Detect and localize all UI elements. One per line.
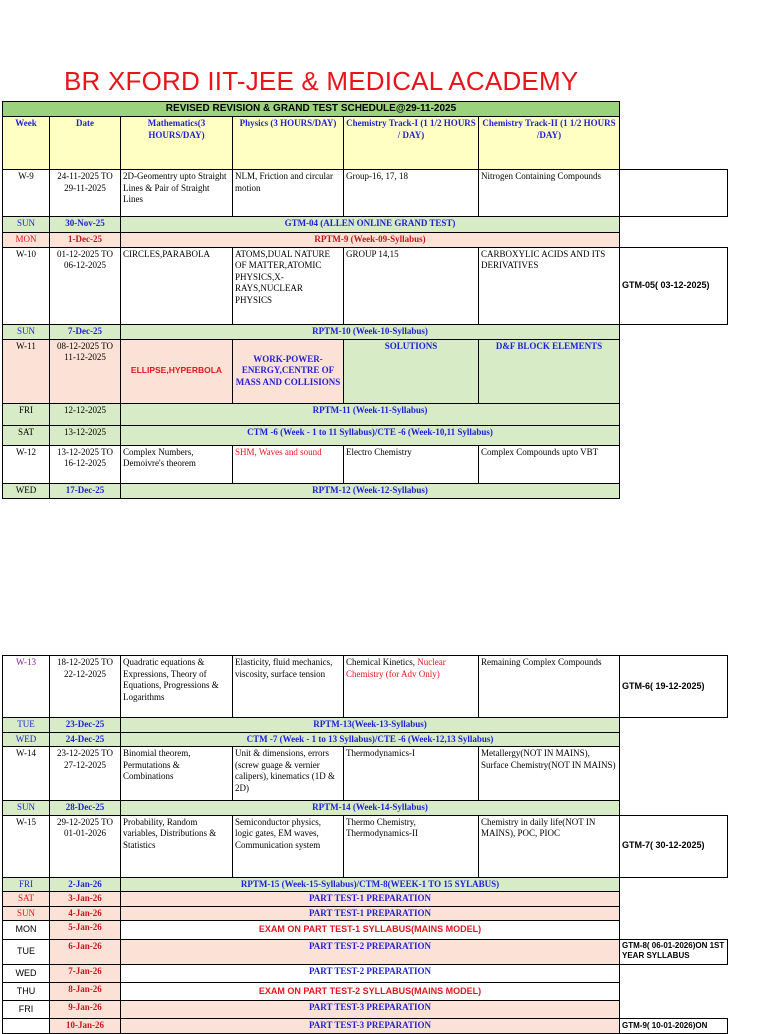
event-label: CTM -7 (Week - 1 to 13 Syllabus)/CTE -6 (Week-12,13 Syllabus) [121,732,620,747]
event-label: PART TEST-2 PREPARATION [121,940,620,965]
chem1-topic: SOLUTIONS [344,339,479,403]
event-label: RPTM-14 (Week-14-Syllabus) [121,801,620,816]
table-row [3,892,728,907]
event-date: 8-Jan-26 [50,983,121,1001]
event-label: PART TEST-1 PREPARATION [121,906,620,921]
chem1-topic: Group-16, 17, 18 [344,170,479,217]
table-row [3,940,728,965]
physics-topic: WORK-POWER-ENERGY,CENTRE OF MASS AND COLLISIONS [233,339,344,403]
physics-topic: SHM, Waves and sound [233,445,344,483]
col-date: Date [50,117,121,170]
col-chem1: Chemistry Track-I (1 1/2 HOURS / DAY) [344,117,479,170]
event-date: 5-Jan-26 [50,921,121,940]
event-date: 7-Jan-26 [50,965,121,983]
event-date: 1-Dec-25 [50,233,121,248]
event-date: 10-Jan-26 [50,1019,121,1034]
chem2-topic: Chemistry in daily life(NOT IN MAINS), POC, PIOC [479,815,620,877]
table-row [3,445,728,483]
gtm-cell: GTM-8( 06-01-2026)ON 1ST YEAR SYLLABUS [620,940,728,965]
day-label: TUE [3,718,50,733]
event-label: RPTM-9 (Week-09-Syllabus) [121,233,620,248]
event-label: PART TEST-3 PREPARATION [121,1001,620,1019]
day-label: SAT [3,425,50,445]
chem1-topic [344,656,479,718]
week-label: W-9 [3,170,50,217]
table-row [3,233,728,248]
gtm-cell: GTM-05( 03-12-2025) [620,247,728,324]
date-range: 29-12-2025 TO 01-01-2026 [50,815,121,877]
chem2-topic: Nitrogen Containing Compounds [479,170,620,217]
week-label: W-15 [3,815,50,877]
event-date: 4-Jan-26 [50,906,121,921]
event-date: 12-12-2025 [50,403,121,425]
math-topic: Complex Numbers, Demoivre's theorem [121,445,233,483]
col-math: Mathematics(3 HOURS/DAY) [121,117,233,170]
physics-topic: ATOMS,DUAL NATURE OF MATTER,ATOMIC PHYSICS,X-RAYS,NUCLEAR PHYSICS [233,247,344,324]
math-topic: Binomial theorem, Permutations & Combinations [121,747,233,801]
table-row [3,1019,728,1034]
week-label: W-11 [3,339,50,403]
day-label: SUN [3,217,50,233]
event-date: 9-Jan-26 [50,1001,121,1019]
chem2-topic: CARBOXYLIC ACIDS AND ITS DERIVATIVES [479,247,620,324]
week-label: W-13 [3,656,50,718]
table-row [3,1001,728,1019]
event-label: GTM-04 (ALLEN ONLINE GRAND TEST) [121,217,620,233]
chem1-topic: Thermo Chemistry, Thermodynamics-II [344,815,479,877]
math-topic: Quadratic equations & Expressions, Theory of Equations, Progressions & Logarithms [121,656,233,718]
week-label: W-12 [3,445,50,483]
physics-topic: Semiconductor physics, logic gates, EM waves, Communication system [233,815,344,877]
table-row [3,483,728,498]
day-label [3,1019,50,1034]
date-range: 08-12-2025 TO 11-12-2025 [50,339,121,403]
event-date: 13-12-2025 [50,425,121,445]
table-row [3,921,728,940]
table-row [3,403,728,425]
table-row [3,339,728,403]
table-row [3,815,728,877]
physics-topic: Unit & dimensions, errors (screw guage & vernier calipers), kinematics (1D & 2D) [233,747,344,801]
date-range: 13-12-2025 TO 16-12-2025 [50,445,121,483]
math-topic: Probability, Random variables, Distributions & Statistics [121,815,233,877]
event-label: RPTM-13(Week-13-Syllabus) [121,718,620,733]
table-row [3,247,728,324]
day-label: WED [3,732,50,747]
chem1-topic-adv: Nuclear Chemistry (for Adv Only) [346,657,446,679]
day-label: SUN [3,801,50,816]
event-date: 2-Jan-26 [50,877,121,892]
day-label: SAT [3,892,50,907]
day-label: TUE [3,940,50,965]
col-chem2: Chemistry Track-II (1 1/2 HOURS /DAY) [479,117,620,170]
page-title: BR XFORD IIT-JEE & MEDICAL ACADEMY [64,66,579,96]
date-range: 18-12-2025 TO 22-12-2025 [50,656,121,718]
event-label: EXAM ON PART TEST-1 SYLLABUS(MAINS MODEL) [121,921,620,940]
day-label: FRI [3,1001,50,1019]
date-range: 24-11-2025 TO 29-11-2025 [50,170,121,217]
event-date: 30-Nov-25 [50,217,121,233]
event-date: 28-Dec-25 [50,801,121,816]
day-label: THU [3,983,50,1001]
schedule-table-1 [2,101,728,499]
event-date: 3-Jan-26 [50,892,121,907]
table-row [3,965,728,983]
physics-topic: NLM, Friction and circular motion [233,170,344,217]
chem1-topic: Thermodynamics-I [344,747,479,801]
schedule-header: REVISED REVISION & GRAND TEST SCHEDULE@29-11-2025 [3,102,620,117]
date-range: 01-12-2025 TO 06-12-2025 [50,247,121,324]
event-label: PART TEST-2 PREPARATION [121,965,620,983]
event-date: 6-Jan-26 [50,940,121,965]
gtm-cell [620,170,728,217]
event-label: EXAM ON PART TEST-2 SYLLABUS(MAINS MODEL) [121,983,620,1001]
table-row [3,801,728,816]
col-week: Week [3,117,50,170]
chem1-topic: GROUP 14,15 [344,247,479,324]
chem2-topic: Metallergy(NOT IN MAINS), Surface Chemistry(NOT IN MAINS) [479,747,620,801]
schedule-table-2 [2,655,728,1034]
gtm-cell: GTM-9( 10-01-2026)ON [620,1019,728,1034]
table-row [3,732,728,747]
day-label: WED [3,965,50,983]
table-row [3,170,728,217]
table-row [3,983,728,1001]
table-row [3,324,728,339]
event-date: 7-Dec-25 [50,324,121,339]
event-label: PART TEST-1 PREPARATION [121,892,620,907]
chem2-topic: Remaining Complex Compounds [479,656,620,718]
event-label: RPTM-11 (Week-11-Syllabus) [121,403,620,425]
chem1-topic-part: Chemical Kinetics, [346,657,418,667]
table-row [3,877,728,892]
week-label: W-10 [3,247,50,324]
table-row [3,425,728,445]
math-topic: CIRCLES,PARABOLA [121,247,233,324]
event-date: 17-Dec-25 [50,483,121,498]
chem2-topic: Complex Compounds upto VBT [479,445,620,483]
week-label: W-14 [3,747,50,801]
day-label: MON [3,921,50,940]
schedule-header-row [3,102,728,117]
day-label: FRI [3,877,50,892]
event-label: PART TEST-3 PREPARATION [121,1019,620,1034]
chem2-topic: D&F BLOCK ELEMENTS [479,339,620,403]
col-physics: Physics (3 HOURS/DAY) [233,117,344,170]
table-row [3,718,728,733]
event-date: 24-Dec-25 [50,732,121,747]
gtm-cell: GTM-6( 19-12-2025) [620,656,728,718]
day-label: WED [3,483,50,498]
day-label: SUN [3,324,50,339]
table-row [3,747,728,801]
table-row [3,656,728,718]
event-label: RPTM-12 (Week-12-Syllabus) [121,483,620,498]
column-header-row [3,117,728,170]
day-label: FRI [3,403,50,425]
event-label: CTM -6 (Week - 1 to 11 Syllabus)/CTE -6 (Week-10,11 Syllabus) [121,425,620,445]
physics-topic: Elasticity, fluid mechanics, viscosity, surface tension [233,656,344,718]
math-topic: ELLIPSE,HYPERBOLA [121,339,233,403]
day-label: SUN [3,906,50,921]
event-label: RPTM-15 (Week-15-Syllabus)/CTM-8(WEEK-1 TO 15 SYLABUS) [121,877,620,892]
chem1-topic: Electro Chemistry [344,445,479,483]
event-label: RPTM-10 (Week-10-Syllabus) [121,324,620,339]
gtm-cell: GTM-7( 30-12-2025) [620,815,728,877]
math-topic: 2D-Geomentry upto Straight Lines & Pair of Straight Lines [121,170,233,217]
date-range: 23-12-2025 TO 27-12-2025 [50,747,121,801]
event-date: 23-Dec-25 [50,718,121,733]
table-row [3,217,728,233]
table-row [3,906,728,921]
day-label: MON [3,233,50,248]
